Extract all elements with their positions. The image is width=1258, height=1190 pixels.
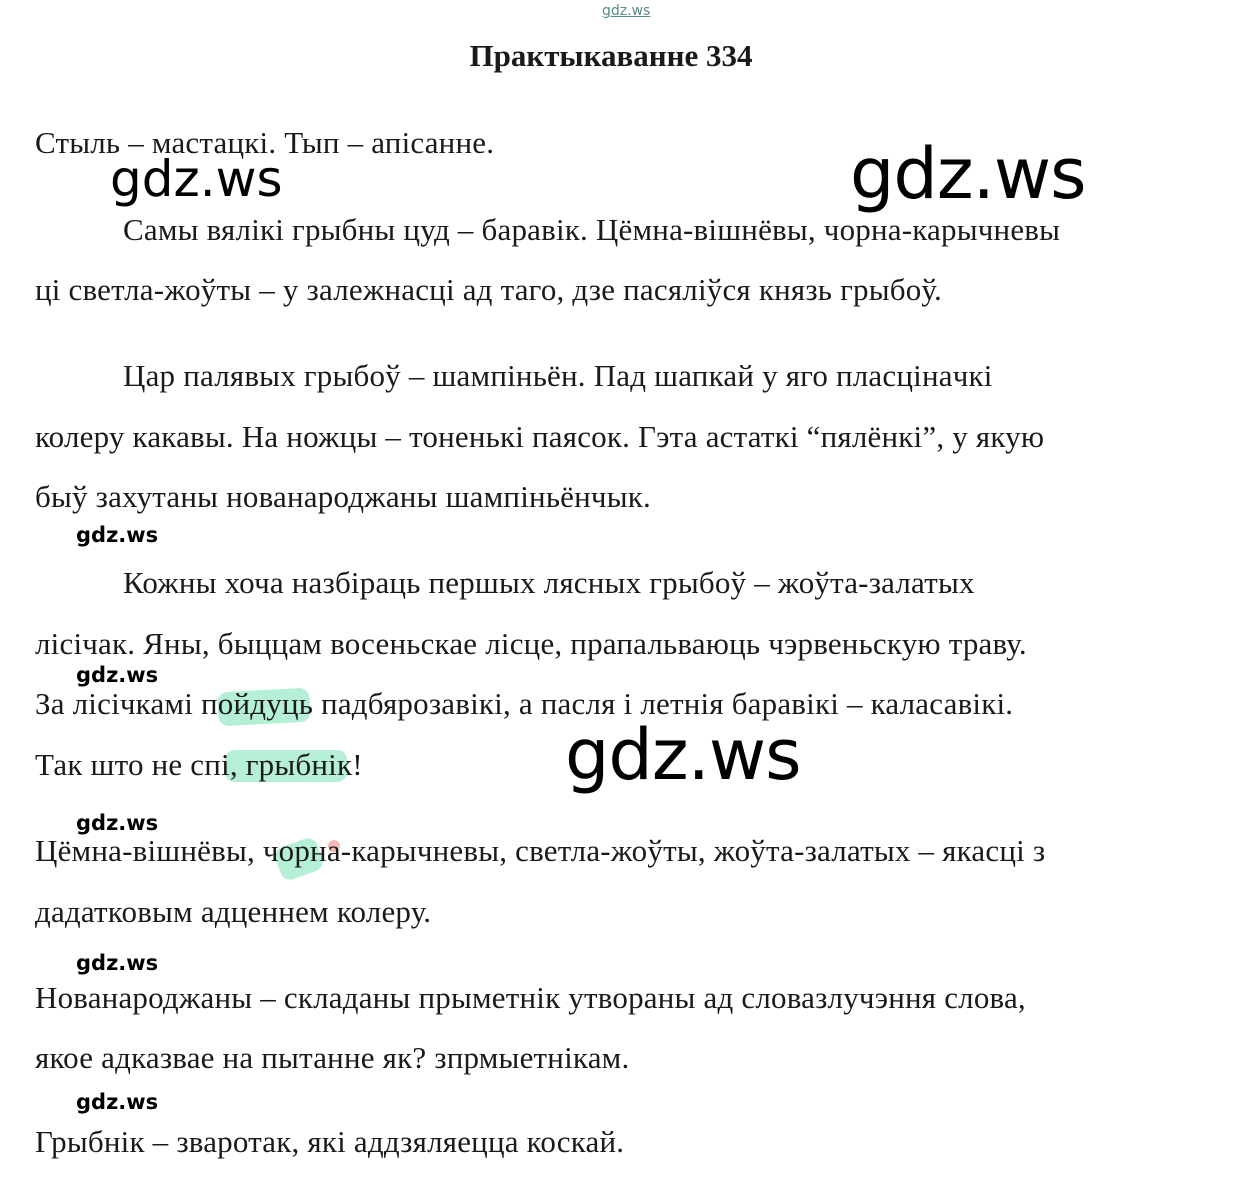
text-line: Нованароджаны – складаны прыметнік утвораны ад словазлучэння слова, bbox=[35, 980, 1026, 1015]
watermark-small: gdz.ws bbox=[76, 523, 159, 547]
watermark-top: gdz.ws bbox=[602, 3, 651, 19]
text-line: Цар палявых грыбоў – шампіньён. Пад шапкай у яго пласцінaчкі bbox=[123, 358, 993, 393]
watermark-small: gdz.ws bbox=[76, 1090, 159, 1114]
watermark-big: gdz.ws bbox=[850, 133, 1086, 215]
text-line: якое адказвае на пытанне як? зпрмыетнікам. bbox=[35, 1040, 630, 1075]
text-line: дадатковым адценнем колеру. bbox=[35, 894, 432, 929]
page-title: Практыкаванне 334 bbox=[469, 38, 753, 73]
text-line: быў захутаны нованароджаны шампіньёнчык. bbox=[35, 479, 651, 514]
text-line: колеру какавы. На ножцы – тоненькі паясок. Гэта астаткі “пялёнкі”, у якую bbox=[35, 419, 1045, 454]
watermark-small: gdz.ws bbox=[76, 811, 159, 835]
text-line: Кожны хоча назбіраць першых лясных грыбоў – жоўта-залатых bbox=[123, 565, 975, 600]
text-line: Цёмна-вішнёвы, чорна-карычневы, светла-жоўты, жоўта-залатых – якасці з bbox=[35, 833, 1046, 868]
text-line: Стыль – мастацкі. Тып – апісанне. bbox=[35, 125, 495, 160]
text-line: ці светла-жоўты – у залежнасці ад таго, дзе пасяліўся князь грыбоў. bbox=[35, 272, 942, 307]
text-line: лісічак. Яны, быццам восеньскае лісце, прапальваюць чэрвеньскую траву. bbox=[35, 626, 1027, 661]
watermark-small: gdz.ws bbox=[76, 951, 159, 975]
text-line: Самы вялікі грыбны цуд – баравік. Цёмна-вішнёвы, чорна-карычневы bbox=[123, 212, 1061, 247]
watermark-mid: gdz.ws bbox=[110, 150, 283, 208]
text-line: Грыбнік – зваротак, які аддзяляецца коскай. bbox=[35, 1124, 625, 1159]
text-line: Так што не спі, грыбнік! bbox=[35, 747, 363, 782]
watermark-small: gdz.ws bbox=[76, 663, 159, 687]
text-line: За лісічкамі пойдуць падбярозавікі, а пасля і летнія баравікі – каласавікі. bbox=[35, 686, 1014, 721]
watermark-center: gdz.ws bbox=[565, 714, 801, 796]
